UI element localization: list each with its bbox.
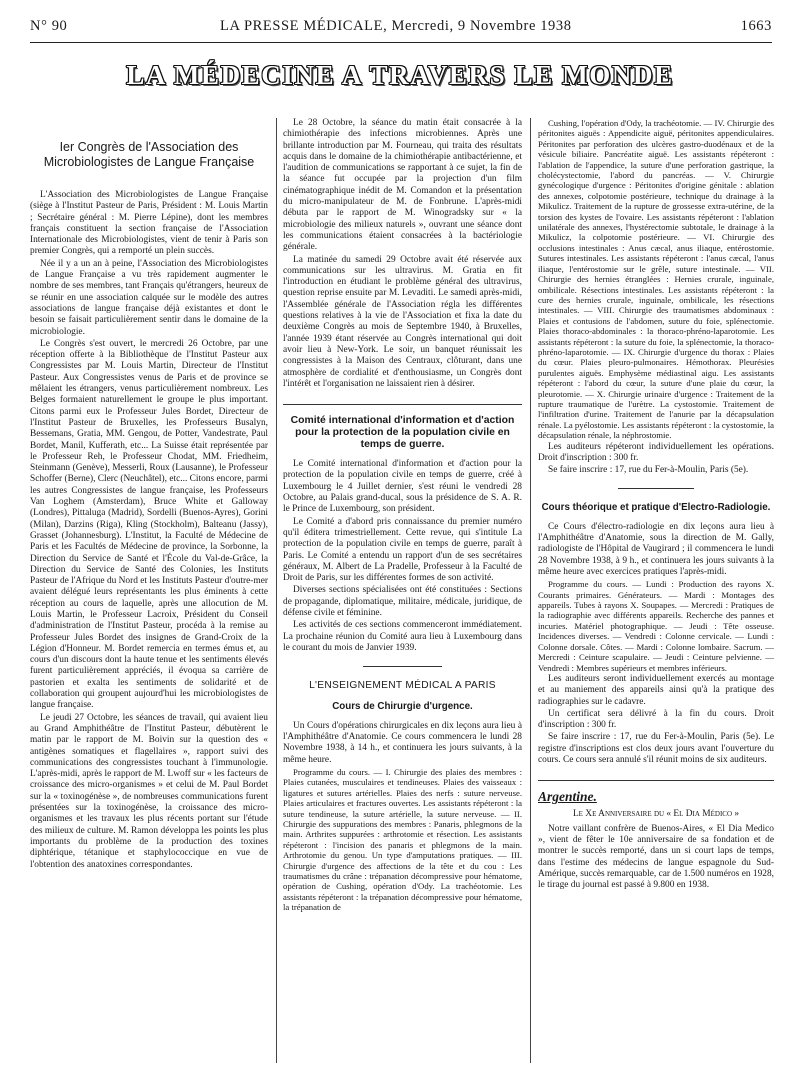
argentina-heading: Argentine. bbox=[538, 789, 597, 805]
column-divider bbox=[276, 118, 277, 1063]
article-paragraph: Diverses sections spécialisées ont été constituées : Sections de propagande, diplomatique, militaire, médicale, juridique, de défense civile et féminine. bbox=[283, 585, 522, 618]
congress-heading: Ier Congrès de l'Association des Microbiologistes de Langue Française bbox=[43, 140, 255, 169]
teaching-heading: L'ENSEIGNEMENT MÉDICAL A PARIS bbox=[309, 680, 496, 692]
section-title: LA MÉDECINE A TRAVERS LE MONDE bbox=[126, 60, 674, 90]
radiology-program: Programme du cours. — Lundi : Production des rayons X. Courants primaires. Générateurs. — Mardi : Montages des appareils. Tubes à rayons X. Soupapes. — Mercredi : Pratiques de la radiographie avec différents appareils. Recherche des pannes et incuries. Matériel photographique. — Jeudi : Tête osseuse. Incidences diverses. — Vendredi : Colonne cervicale. — Lundi : Colonne dorsale. Côtes. — Mardi : Colonne lombaire. Sacrum. — Mercredi : Ceinture scapulaire. — Jeudi : Ceinture pelvienne. — Vendredi : Membres supérieurs et membres inférieurs. bbox=[538, 579, 774, 673]
course-note: Un certificat sera délivré à la fin du cours. Droit d'inscription : 300 fr. bbox=[538, 708, 774, 731]
header-rule bbox=[30, 42, 772, 43]
committee-heading: Comité international d'information et d'action pour la protection de la population civile en temps de guerre. bbox=[290, 415, 515, 451]
running-header bbox=[30, 18, 772, 38]
course-heading: Cours de Chirurgie d'urgence. bbox=[332, 701, 473, 713]
article-paragraph: Ce Cours d'électro-radiologie en dix leçons aura lieu à l'Amphithéâtre d'Anatomie, sous la direction de M. Gally, radiologiste de l'Hôpital de Vaugirard ; il commencera le lundi 28 Novembre 1938, à 9 h., et continuera les jours suivants à la même heure avec exercices pratiques l'après-midi. bbox=[538, 521, 774, 577]
article-paragraph: Le jeudi 27 Octobre, les séances de travail, qui avaient lieu au Grand Amphithéâtre de l'Institut Pasteur, débutèrent le matin par le rapport de M. Boivin sur la question des « antigènes somatiques et flagellaires », rapport suivi des communications des congressistes touchant à l'immunologie. L'après-midi, après le rapport de M. Lwoff sur « les facteurs de croissance des micro-organismes » et celui de M. Paul Bordet sur la « toxinogénèse », de nombreuses communications furent présentées sur la toxinogénèse, la croissance des micro-organismes et les travaux les plus récents portant sur l'étude des milieux de culture. M. Ramon développa les points les plus importants du problème de la production des toxines diphtérique, tétanique et staphylococcique en vue de l'obtention des anatoxines correspondantes. bbox=[30, 712, 268, 870]
article-paragraph: Un Cours d'opérations chirurgicales en dix leçons aura lieu à l'Amphithéâtre d'Anatomie. Ce cours commencera le lundi 28 Novembre 1938, à 14 h., et continuera les jours suivants, à la même heure. bbox=[283, 720, 522, 765]
issue-number: N° 90 bbox=[30, 18, 68, 34]
article-paragraph: L'Association des Microbiologistes de Langue Française (siège à l'Institut Pasteur de Paris, Président : M. Louis Martin ; Secrétaire général : M. Pierre Lépine), dont les membres français constituent la section française de l'Association Internationale des Microbiologistes, vient de tenir à Paris son premier Congrès, qui a remporté un plein succès. bbox=[30, 190, 268, 257]
article-paragraph: La matinée du samedi 29 Octobre avait été réservée aux communications sur les ultravirus. M. Gratia en fit l'introduction en étudiant le problème général des ultravirus, question reprise ensuite par M. Levaditi. Le samedi après-midi, l'Assemblée générale de l'Association régla les différentes questions relatives à la vie de l'Association et fixa la date du deuxième Congrès au mois de Septembre 1940, à Bruxelles, l'année 1939 étant réservée au Congrès international qui doit avoir lieu à New-York. Le soir, un banquet réunissait les congressistes à la Maison des Centraux, clôturant, dans une atmosphère de cordialité et d'enthousiasme, un Congrès dont l'intérêt et l'organisation ne laissaient rien à désirer. bbox=[283, 254, 522, 389]
course-note: Se faire inscrire : 17, rue du Fer-à-Moulin, Paris (5e). Le registre d'inscriptions est clos deux jours avant l'ouverture du cours. Ce cours sera annulé s'il réunit moins de six auditeurs. bbox=[538, 732, 774, 765]
course-note: Se faire inscrire : 17, rue du Fer-à-Moulin, Paris (5e). bbox=[548, 465, 749, 476]
article-paragraph: Le 28 Octobre, la séance du matin était consacrée à la chimiothérapie des infections microbiennes. Après une brillante introduction par M. Fourneau, qui traita des résultats acquis dans le domaine de la chimiothérapie antibactérienne, et l'audition de communications se rapportant à ce sujet, la fin de la séance fut occupée par la projection d'un film cinématographique inédit de M. Comandon et la présentation du micro-manipulateur de M. de Fonbrune. L'après-midi débuta par le rapport de M. Winogradsky sur « la microbiologie des milieux naturels », ouvrant une séance dont les communications étaient consacrées à la bactériologie générale. bbox=[283, 118, 522, 253]
course-note: Les auditeurs seront individuellement exercés au montage et au maniement des appareils ainsi qu'à la pratique des radiographies sur le cadavre. bbox=[538, 673, 774, 707]
column-3 bbox=[538, 118, 774, 1068]
section-rule bbox=[538, 780, 774, 781]
argentina-subheading: Le Xe Anniversaire du « El Dia Médico » bbox=[572, 808, 740, 819]
radiology-heading: Cours théorique et pratique d'Electro-Radiologie. bbox=[541, 502, 771, 514]
page-number: 1663 bbox=[740, 18, 772, 34]
journal-title: LA PRESSE MÉDICALE, Mercredi, 9 Novembre 1938 bbox=[220, 18, 572, 34]
column-2 bbox=[283, 118, 522, 1068]
article-paragraph: Née il y a un an à peine, l'Association des Microbiologistes de Langue Française a vu très rapidement augmenter le nombre de ses membres, tant Français qu'étrangers, heureux de se réunir en une association calquée sur le modèle des autres associations de langue française déjà existantes et dont le besoin se faisait particulièrement sentir dans le domaine de la microbiologie. bbox=[30, 258, 268, 337]
course-note: Les auditeurs répéteront individuellement les opérations. Droit d'inscription : 300 fr. bbox=[538, 441, 774, 463]
column-1 bbox=[30, 118, 268, 1068]
section-rule bbox=[363, 666, 442, 668]
article-paragraph: Notre vaillant confrère de Buenos-Aires, « El Dia Medico », vient de fêter le 10e anniversaire de sa fondation et de montrer le succès remporté, dans un si court laps de temps, dans l'estime des médecins de langue espagnole du Sud-Amérique, succès remarquable, car de 1.500 numéros en 1928, le tirage du journal est passé à 9.800 en 1938. bbox=[538, 823, 774, 891]
course-program: Programme du cours. — I. Chirurgie des plaies des membres : Plaies cutanées, musculaires et tendineuses. Plaies des vaisseaux : ligatures et sutures artérielles. Plaies des nerfs : suture nerveuse. Plaies articulaires et fractures ouvertes. Les assistants répéteront : la suture tendineuse, la suture artérielle, la suture nerveuse. — II. Chirurgie des suppurations des membres : Panaris, phlegmons de la main. Arthrites suppurées : arthrotomie et résection. Les assistants répéteront : l'incision des panaris et phlegmons de la main. Arthrotomie du genou. Un type d'amputations pratiques. — III. Chirurgie d'urgence des affections de la tête et du cou : Les traumatismes du crâne : trépanation décompressive pour hématome, opération de Cushing, opération d'Ody. La trachéotomie. Les assistants répéteront : la trépanation décompressive pour hématome, la trépanation de bbox=[283, 766, 522, 913]
article-paragraph: Le Comité international d'information et d'action pour la protection de la population civile en temps de guerre, créé à Luxembourg le 4 Juillet dernier, s'est réuni le vendredi 28 Octobre, au Palais grand-ducal, sous la présidence de S. A. R. le Prince de Luxembourg, son président. bbox=[283, 459, 522, 515]
section-rule bbox=[618, 488, 694, 490]
column-divider bbox=[530, 118, 531, 1063]
article-paragraph: Le Comité a d'abord pris connaissance du premier numéro qu'il éditera trimestriellement. Cette revue, qui s'intitule La protection de la population civile en temps de guerre, paraît à Paris. Le Comité a entendu un rapport d'un de ses secrétaires généraux, M. Albert de La Pradelle, Professeur à la Faculté de Droit de Paris, sur les différentes formes de son activité. bbox=[283, 516, 522, 584]
article-paragraph: Les activités de ces sections commenceront immédiatement. La prochaine réunion du Comité aura lieu à Luxembourg dans le courant du mois de Janvier 1939. bbox=[283, 620, 522, 653]
course-program-continued: Cushing, l'opération d'Ody, la trachéotomie. — IV. Chirurgie des péritonites aiguës : Appendicite aiguë, péritonites appendiculaires. Péritonites par perforation des ulcères gastro-duodénaux et de la vésicule biliaire. Pancréatite aiguë. Les assistants répéteront : l'ablation de l'appendice, la suture d'une perforation gastrique, la cholécystectomie, l'abord du pancréas. — V. Chirurgie gynécologique d'urgence : Péritonites d'origine génitale : ablation des annexes, colpotomie postérieure, technique du drainage à la Mikulicz. Traitement de la rupture de grossesse extra-utérine, de la torsion des kystes de l'ovaire. Les assistants répéteront : l'ablation unilatérale des annexes, l'hystérectomie subtotale, le drainage à la Mikulicz, la colpotomie postérieure. — VI. Chirurgie des occlusions intestinales : Anus cæcal, anus iliaque, entérostomie. Sutures intestinales. Les assistants répéteront : l'anus cæcal, l'anus iliaque, l'entérostomie sur le grêle, suture intestinale. — VII. Chirurgie des hernies étranglées : Hernies crurale, inguinale, ombilicale. Résections intestinales. Les assistants répéteront : la cure des hernies crurale, inguinale, ombilicale, les résections intestinales. — VIII. Chirurgie des traumatismes abdominaux : Plaies et contusions de l'abdomen, suture du foie, splénectomie. Plaies thoraco-abdominales : la thoraco-phréno-laparotomie. Les assistants répéteront : la suture du foie, la splénectomie, la thoraco-phréno-laparotomie. — IX. Chirurgie d'urgence du thorax : Plaies du cœur. Plaies pleuro-pulmonaires. Hémothorax. Pleurésies purulentes aiguës. Emphysème médiastinal aigu. Les assistants répéteront : l'abord du cœur, la suture d'une plaie du cœur, la pleurotomie. — X. Chirurgie urinaire d'urgence : Traitement de la rupture traumatique de l'urètre. La cystostomie. Traitement de l'infiltration d'urine. Traitement de l'anurie par la décapsulation rénale. La pyélostomie. Les assistants répéteront : la cystostomie, la décapsulation rénale, la néphrostomie. bbox=[538, 118, 774, 441]
article-paragraph: Le Congrès s'est ouvert, le mercredi 26 Octobre, par une réception offerte à la Bibliothèque de l'Institut Pasteur aux Congressistes par M. Louis Martin, Directeur de l'Institut Pasteur. Aux Congressistes venus de Paris et de province se mêlaient les étrangers, venus particulièrement nombreux. Les Belges formaient naturellement le groupe le plus important. Citons parmi eux le Professeur Jules Bordet, Directeur de l'Institut Pasteur de Bruxelles, les Professeurs Busalyn, Bessemans, Gratia, MM. Gengou, de Potter, Vandestrate, Paul Bordet, Manil, Kufferath, etc... La Suisse était représentée par le Professeur Reh, le Professeur Chodat, MM. Friedheim, Steinmann (Genève), Messerli, Roux (Lausanne), le Professeur Schoffer (Berne), Clerc (Neuchâtel), etc... Citons encore, parmi les autres Congressistes de langue française, les Professeurs Van Loghem (Amsterdam), Bruce White et Galloway (Londres), Pittaluga (Madrid), Sordelli (Buenos-Ayres), Gorini (Milan), Darzins (Riga), Kling (Stockholm), Balteanu (Jassy), Grasset (Johannesburg). L'Institut, la Faculté de Médecine de Paris et les Facultés de Médecine de province, la Sorbonne, la Direction du Service de Santé et l'École du Val-de-Grâce, la Direction du Service de Santé des Colonies, les Instituts Pasteur de l'Afrique du Nord et les Instituts Pasteur d'outre-mer avaient délégué leurs représentants les plus éminents à cette réception au cours de laquelle, après une allocution de M. Louis Martin, le Professeur Lacroix, Président du Conseil d'administration de l'Institut Pasteur, procéda à la remise au Professeur Jules Bordet des insignes de Grand-Croix de la Légion d'Honneur. M. Bordet remercia en termes émus et, au cours d'un discours dont la haute tenue et les sentiments élevés furent particulièrement appréciés, il évoqua sa carrière de pastorien et exalta les sentiments de solidarité et de collaboration qui groupent aujourd'hui les microbiologistes de langue française. bbox=[30, 338, 268, 711]
section-rule bbox=[283, 404, 522, 405]
